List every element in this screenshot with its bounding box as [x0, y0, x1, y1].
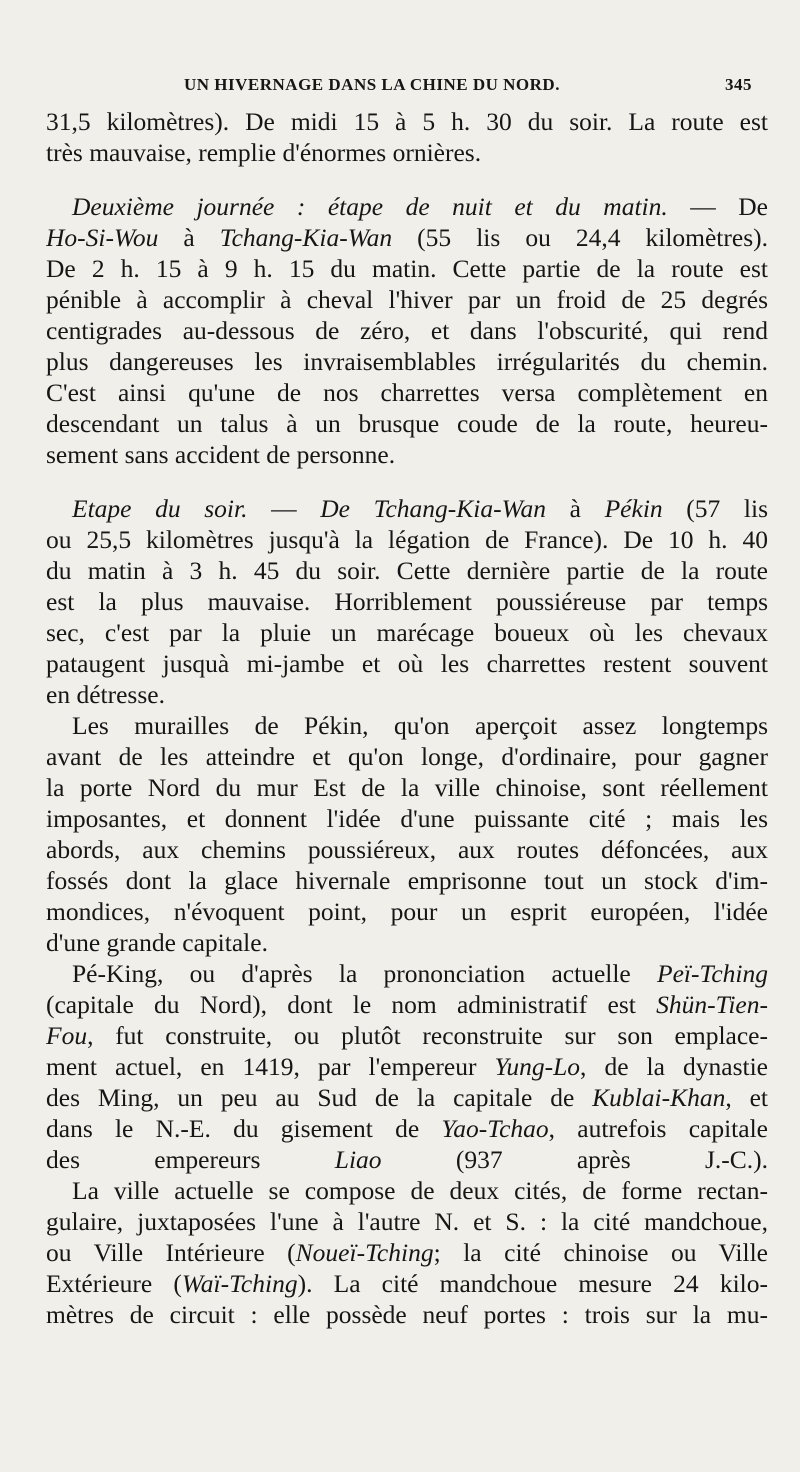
page-number: 345: [725, 75, 752, 94]
text-span: est la plus mauvaise. Horriblement poussiéreuse par temps: [46, 587, 768, 616]
text-span: avant de les atteindre et qu'on longe, d'ordinaire, pour gagner: [46, 742, 768, 771]
text-span: en détresse.: [46, 680, 165, 709]
text-line: [46, 137, 768, 168]
page-header: [0, 75, 800, 105]
text-line: [46, 1299, 768, 1330]
text-span: fossés dont la glace hivernale emprisonne tout un stock d'im-: [46, 866, 768, 895]
text-span: Kublai-Khan: [592, 1083, 726, 1112]
text-span: 31,5 kilomètres). De midi 15 à 5 h. 30 du soir. La route est: [46, 107, 768, 136]
text-line: [46, 741, 768, 772]
text-span: plus dangereuses les invraisemblables irrégularités du chemin.: [46, 347, 768, 376]
text-span: Yung-Lo: [494, 1052, 581, 1081]
text-span: gulaire, juxtaposées l'une à l'autre N. et S. : la cité mandchoue,: [46, 1207, 768, 1236]
text-span: ou 25,5 kilomètres jusqu'à la légation de France). De 10 h. 40: [46, 525, 768, 554]
text-span: La ville actuelle se compose de deux cités, de forme rectan-: [72, 1176, 768, 1205]
text-line: [46, 222, 768, 253]
text-span: (55 lis ou 24,4 kilomètres).: [392, 223, 768, 252]
text-span: , autrefois capitale: [548, 1114, 768, 1143]
text-span: Waï-Tching: [181, 1269, 298, 1298]
text-line: [46, 989, 768, 1020]
text-span: — De: [667, 192, 768, 221]
text-span: De Tchang-Kia-Wan: [320, 494, 547, 523]
text-span: des empereurs: [46, 1145, 335, 1174]
text-line: [46, 377, 768, 408]
text-line: [46, 896, 768, 927]
text-span: sec, c'est par la pluie un marécage boueux où les chevaux: [46, 618, 768, 647]
text-span: Les murailles de Pékin, qu'on aperçoit assez longtemps: [72, 711, 768, 740]
text-line: [46, 772, 768, 803]
text-span: , de la dynastie: [580, 1052, 768, 1081]
body-text: [46, 106, 768, 1330]
text-line: [46, 958, 768, 989]
text-span: ou Ville Intérieure (: [46, 1238, 296, 1267]
text-span: De 2 h. 15 à 9 h. 15 du matin. Cette partie de la route est: [46, 254, 768, 283]
text-span: à: [158, 223, 220, 252]
text-span: Pé-King, ou d'après la prononciation actuelle: [72, 959, 658, 988]
text-line: [46, 1051, 768, 1082]
text-span: mondices, n'évoquent point, pour un esprit européen, l'idée: [46, 897, 768, 926]
text-line: [46, 1020, 768, 1051]
text-line: [46, 1237, 768, 1268]
text-span: —: [247, 494, 321, 523]
text-line: [46, 524, 768, 555]
text-span: C'est ainsi qu'une de nos charrettes versa complètement en: [46, 378, 768, 407]
text-line: [46, 648, 768, 679]
text-span: Fou: [46, 1021, 88, 1050]
text-line: [46, 493, 768, 524]
text-span: Ho-Si-Wou: [46, 223, 159, 252]
text-line: [46, 1175, 768, 1206]
text-span: la porte Nord du mur Est de la ville chinoise, sont réellement: [46, 773, 768, 802]
text-span: abords, aux chemins poussiéreux, aux routes défoncées, aux: [46, 835, 768, 864]
text-span: ; la cité chinoise ou Ville: [433, 1238, 768, 1267]
text-line: [46, 710, 768, 741]
text-span: du matin à 3 h. 45 du soir. Cette dernière partie de la route: [46, 556, 768, 585]
text-line: [46, 284, 768, 315]
text-line: [46, 679, 768, 710]
text-line: [46, 803, 768, 834]
text-span: descendant un talus à un brusque coude de la route, heureu-: [46, 409, 768, 438]
text-span: Extérieure (: [46, 1269, 182, 1298]
text-span: ). La cité mandchoue mesure 24 kilo-: [297, 1269, 768, 1298]
text-span: centigrades au-dessous de zéro, et dans l'obscurité, qui rend: [46, 316, 768, 345]
text-line: [46, 555, 768, 586]
text-span: pénible à accomplir à cheval l'hiver par un froid de 25 degrés: [46, 285, 768, 314]
text-span: très mauvaise, remplie d'énormes ornières.: [46, 138, 482, 167]
text-line: [46, 1113, 768, 1144]
text-span: Shün-Tien-: [656, 990, 768, 1019]
text-line: [46, 617, 768, 648]
text-span: Tchang-Kia-Wan: [219, 223, 393, 252]
text-span: à: [546, 494, 605, 523]
text-line: [46, 191, 768, 222]
text-span: sement sans accident de personne.: [46, 440, 396, 469]
text-line: [46, 346, 768, 377]
text-span: Etape du soir.: [72, 494, 248, 523]
text-span: Pékin: [604, 494, 663, 523]
text-span: d'une grande capitale.: [46, 928, 268, 957]
text-line: [46, 1082, 768, 1113]
text-line: [46, 1144, 768, 1175]
text-span: dans le N.-E. du gisement de: [46, 1114, 442, 1143]
text-span: Peï-Tching: [657, 959, 768, 988]
text-line: [46, 106, 768, 137]
text-span: pataugent jusquà mi-jambe et où les charrettes restent souvent: [46, 649, 768, 678]
text-line: [46, 439, 768, 470]
text-span: (937 après J.-C.).: [381, 1145, 768, 1174]
text-span: ment actuel, en 1419, par l'empereur: [46, 1052, 495, 1081]
text-span: mètres de circuit : elle possède neuf portes : trois sur la mu-: [46, 1300, 768, 1329]
text-span: , et: [725, 1083, 768, 1112]
text-line: [46, 1268, 768, 1299]
text-span: Noueï-Tching: [295, 1238, 434, 1267]
text-span: Deuxième journée : étape de nuit et du matin.: [72, 192, 668, 221]
text-span: des Ming, un peu au Sud de la capitale de: [46, 1083, 593, 1112]
text-span: Liao: [334, 1145, 382, 1174]
text-line: [46, 253, 768, 284]
text-span: imposantes, et donnent l'idée d'une puissante cité ; mais les: [46, 804, 768, 833]
text-line: [46, 315, 768, 346]
text-line: [46, 865, 768, 896]
text-span: , fut construite, ou plutôt reconstruite sur son emplace-: [87, 1021, 768, 1050]
text-span: (57 lis: [662, 494, 768, 523]
text-line: [46, 927, 768, 958]
running-title: UN HIVERNAGE DANS LA CHINE DU NORD.: [184, 75, 560, 94]
text-line: [46, 408, 768, 439]
text-span: (capitale du Nord), dont le nom administratif est: [46, 990, 657, 1019]
text-span: Yao-Tchao: [441, 1114, 549, 1143]
text-line: [46, 834, 768, 865]
text-line: [46, 1206, 768, 1237]
text-line: [46, 586, 768, 617]
